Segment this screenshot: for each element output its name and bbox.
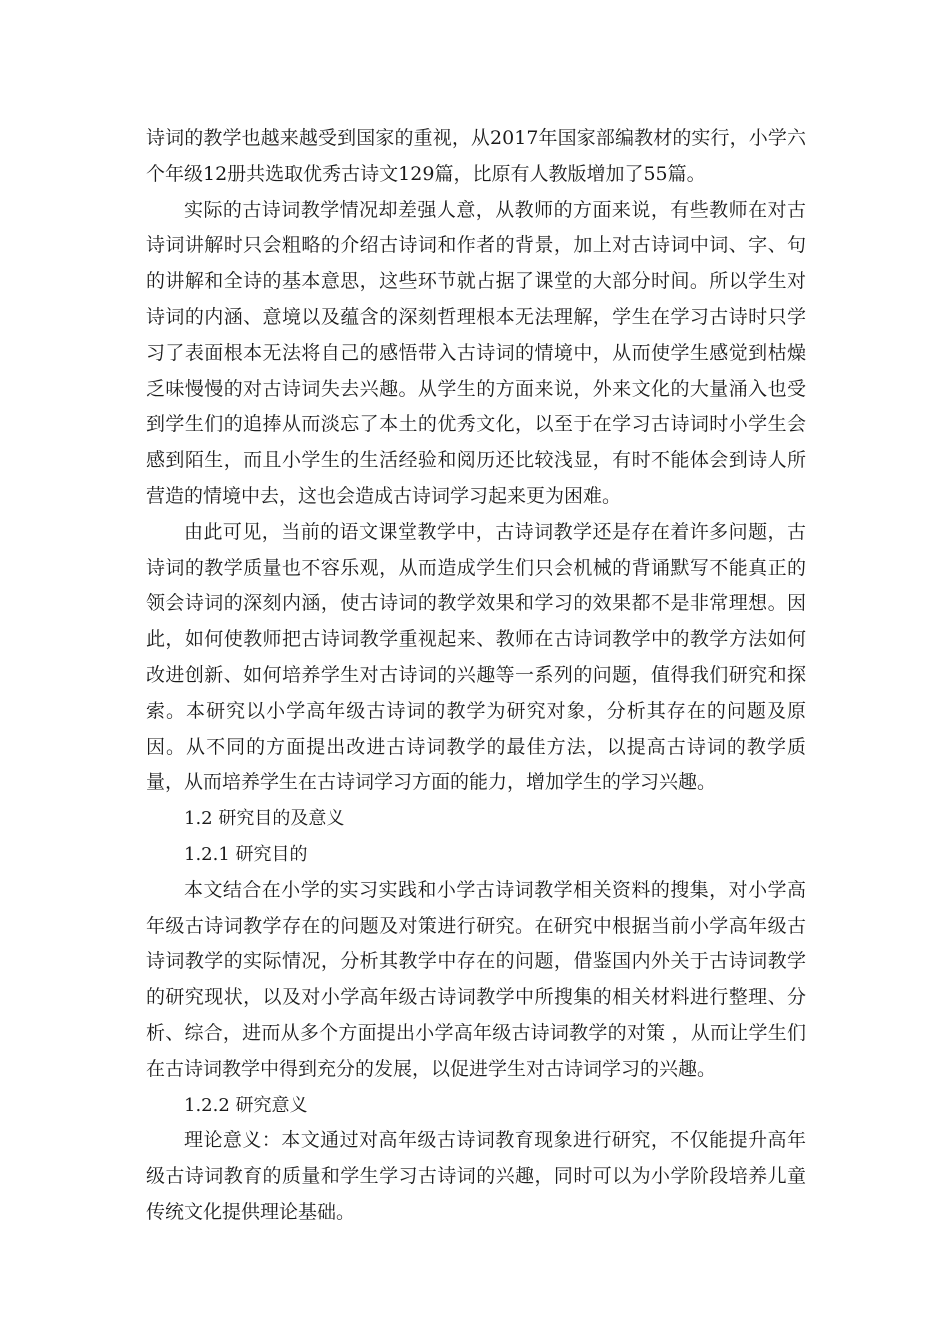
paragraph-problems: 由此可见，当前的语文课堂教学中，古诗词教学还是存在着许多问题，古诗词的教学质量也不容乐观，从而造成学生们只会机械的背诵默写不能真正的领会诗词的深刻内涵，使古诗词的教学效果和学习的效果都不是非常理想。因此，如何使教师把古诗词教学重视起来、教师在古诗词教学中的教学方法如何改进创新、如何培养学生对古诗词的兴趣等一系列的问题，值得我们研究和探索。本研究以小学高年级古诗词的教学为研究对象，分析其存在的问题及原因。从不同的方面提出改进古诗词教学的最佳方法，以提高古诗词的教学质量，从而培养学生在古诗词学习方面的能力，增加学生的学习兴趣。: [146, 520, 806, 794]
paragraph-research-purpose: 本文结合在小学的实习实践和小学古诗词教学相关资料的搜集，对小学高年级古诗词教学存在的问题及对策进行研究。在研究中根据当前小学高年级古诗词教学的实际情况，分析其教学中存在的问题，借鉴国内外关于古诗词教学的研究现状，以及对小学高年级古诗词教学中所搜集的相关材料进行整理、分析、综合，进而从多个方面提出小学高年级古诗词教学的对策 ，从而让学生们在古诗词教学中得到充分的发展，以促进学生对古诗词学习的兴趣。: [146, 878, 806, 1080]
document-body: [146, 121, 806, 1231]
section-heading-1-2-2: 1.2.2 研究意义: [184, 1094, 308, 1116]
section-heading-1-2: 1.2 研究目的及意义: [184, 808, 345, 830]
section-heading-1-2-1: 1.2.1 研究目的: [184, 843, 308, 865]
paragraph-continuation: 诗词的教学也越来越受到国家的重视，从2017年国家部编教材的实行，小学六个年级12册共选取优秀古诗文129篇，比原有人教版增加了55篇。: [146, 127, 806, 185]
paragraph-theoretical-significance: 理论意义：本文通过对高年级古诗词教育现象进行研究，不仅能提升高年级古诗词教育的质量和学生学习古诗词的兴趣，同时可以为小学阶段培养儿童传统文化提供理论基础。: [146, 1129, 806, 1223]
paragraph-teaching-situation: 实际的古诗词教学情况却差强人意，从教师的方面来说，有些教师在对古诗词讲解时只会粗略的介绍古诗词和作者的背景，加上对古诗词中词、字、句的讲解和全诗的基本意思，这些环节就占据了课堂的大部分时间。所以学生对诗词的内涵、意境以及蕴含的深刻哲理根本无法理解，学生在学习古诗时只学习了表面根本无法将自己的感悟带入古诗词的情境中，从而使学生感觉到枯燥乏味慢慢的对古诗词失去兴趣。从学生的方面来说，外来文化的大量涌入也受到学生们的追捧从而淡忘了本土的优秀文化，以至于在学习古诗词时小学生会感到陌生，而且小学生的生活经验和阅历还比较浅显，有时不能体会到诗人所营造的情境中去，这也会造成古诗词学习起来更为困难。: [146, 198, 806, 507]
